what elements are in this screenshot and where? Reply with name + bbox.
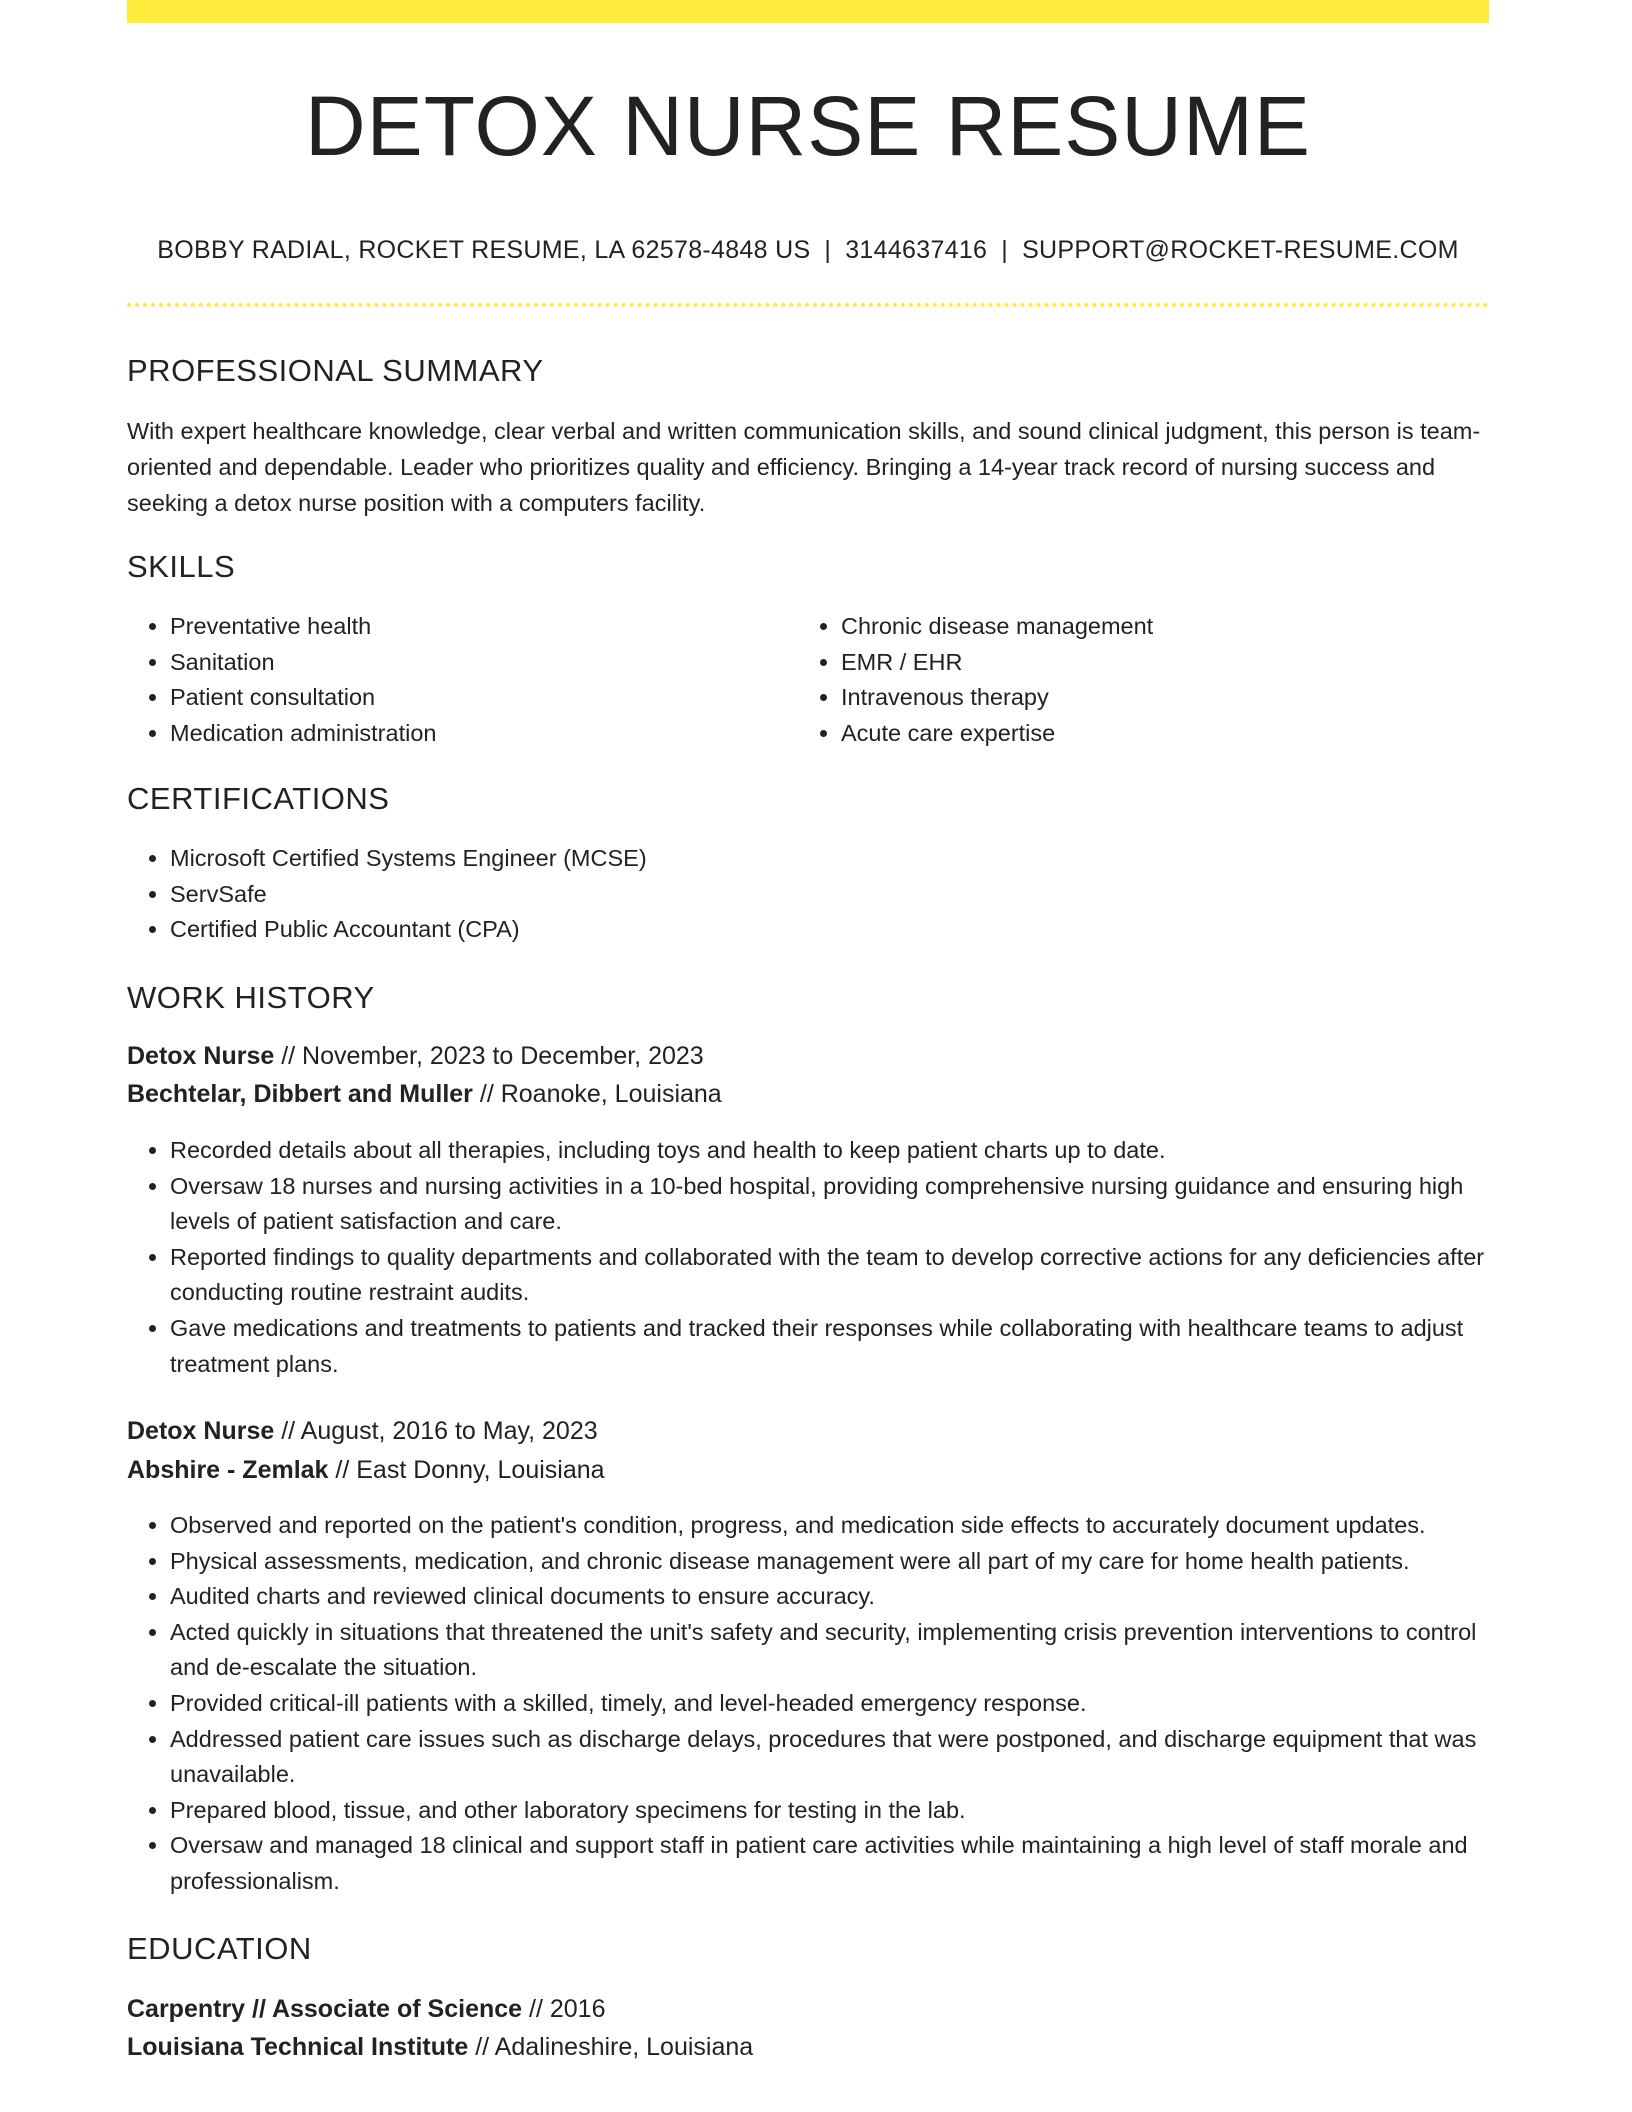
job-bullet: • Reported findings to quality departments and collaborated with the team to develop corrective actions for any deficiencies after conducting routine restraint audits. [170,1240,1489,1311]
job-bullet: • Gave medications and treatments to patients and tracked their responses while collaborating with healthcare teams to adjust treatment plans. [170,1311,1489,1382]
job-bullet: • Acted quickly in situations that threatened the unit's safety and security, implementing crisis prevention interventions to control and de-escalate the situation. [170,1615,1489,1686]
job-company: Bechtelar, Dibbert and Muller [127,1080,473,1108]
job-bullets [127,1133,1489,1382]
skill-item: • Intravenous therapy [841,680,1461,716]
education-location: // Adalineshire, Louisiana [475,2033,754,2061]
job-bullet: • Physical assessments, medication, and chronic disease management were all part of my care for home health patients. [170,1544,1489,1580]
skill-item: • Patient consultation [170,680,790,716]
skills-list-left [127,609,790,751]
skill-item: • Medication administration [170,716,790,752]
certification-item: • Certified Public Accountant (CPA) [170,912,1470,948]
skill-item: • Sanitation [170,645,790,681]
job-company: Abshire - Zemlak [127,1456,329,1484]
skill-item: • Acute care expertise [841,716,1461,752]
job-title: Detox Nurse [127,1417,275,1445]
job-company-line [127,1080,722,1109]
job-bullet: • Oversaw 18 nurses and nursing activities in a 10-bed hospital, providing comprehensive nursing guidance and ensuring high levels of patient satisfaction and care. [170,1169,1489,1240]
contact-separator: | [1001,236,1009,264]
skill-item: • Chronic disease management [841,609,1461,645]
resume-title: DETOX NURSE RESUME [305,79,1311,173]
summary-heading: PROFESSIONAL SUMMARY [127,353,544,388]
contact-separator: | [824,236,832,264]
certification-item: • ServSafe [170,877,1470,913]
job-title: Detox Nurse [127,1042,275,1070]
skills-heading: SKILLS [127,549,236,584]
job-dates: // August, 2016 to May, 2023 [281,1417,598,1445]
job-bullet: • Prepared blood, tissue, and other laboratory specimens for testing in the lab. [170,1793,1489,1829]
header-divider [127,303,1489,307]
job-title-line [127,1042,704,1071]
skill-item: • Preventative health [170,609,790,645]
job-location: // East Donny, Louisiana [335,1456,605,1484]
job-bullet: • Audited charts and reviewed clinical documents to ensure accuracy. [170,1579,1489,1615]
job-location: // Roanoke, Louisiana [479,1080,722,1108]
certifications-heading: CERTIFICATIONS [127,781,390,816]
certification-item: • Microsoft Certified Systems Engineer (MCSE) [170,841,1470,877]
accent-top-bar [127,0,1489,23]
education-degree-line [127,1995,605,2024]
skills-list-right [798,609,1461,751]
certifications-list [127,841,1470,948]
contact-line [127,236,1489,265]
work-history-heading: WORK HISTORY [127,980,375,1015]
contact-address: BOBBY RADIAL, ROCKET RESUME, LA 62578-4848 US [157,236,811,264]
job-bullets [127,1508,1489,1900]
education-school: Louisiana Technical Institute [127,2033,469,2061]
job-bullet: • Provided critical-ill patients with a skilled, timely, and level-headed emergency response. [170,1686,1489,1722]
summary-text: With expert healthcare knowledge, clear verbal and written communication skills, and sound clinical judgment, this person is team-oriented and dependable. Leader who prioritizes quality and efficiency. Bringing a 14-year track record of nursing success and seeking a detox nurse position with a computers facility. [127,418,1481,516]
education-heading: EDUCATION [127,1931,312,1966]
job-bullet: • Addressed patient care issues such as discharge delays, procedures that were postponed, and discharge equipment that was unavailable. [170,1722,1489,1793]
education-year: // 2016 [529,1995,606,2023]
contact-email: SUPPORT@ROCKET-RESUME.COM [1022,236,1459,264]
education-degree: Carpentry // Associate of Science [127,1995,523,2023]
job-company-line [127,1456,605,1485]
skill-item: • EMR / EHR [841,645,1461,681]
job-bullet: • Oversaw and managed 18 clinical and support staff in patient care activities while maintaining a high level of staff morale and professionalism. [170,1828,1489,1899]
job-title-line [127,1417,598,1446]
education-school-line [127,2033,753,2062]
contact-phone: 3144637416 [845,236,988,264]
job-bullet: • Observed and reported on the patient's condition, progress, and medication side effects to accurately document updates. [170,1508,1489,1544]
job-dates: // November, 2023 to December, 2023 [281,1042,704,1070]
job-bullet: • Recorded details about all therapies, including toys and health to keep patient charts up to date. [170,1133,1489,1169]
